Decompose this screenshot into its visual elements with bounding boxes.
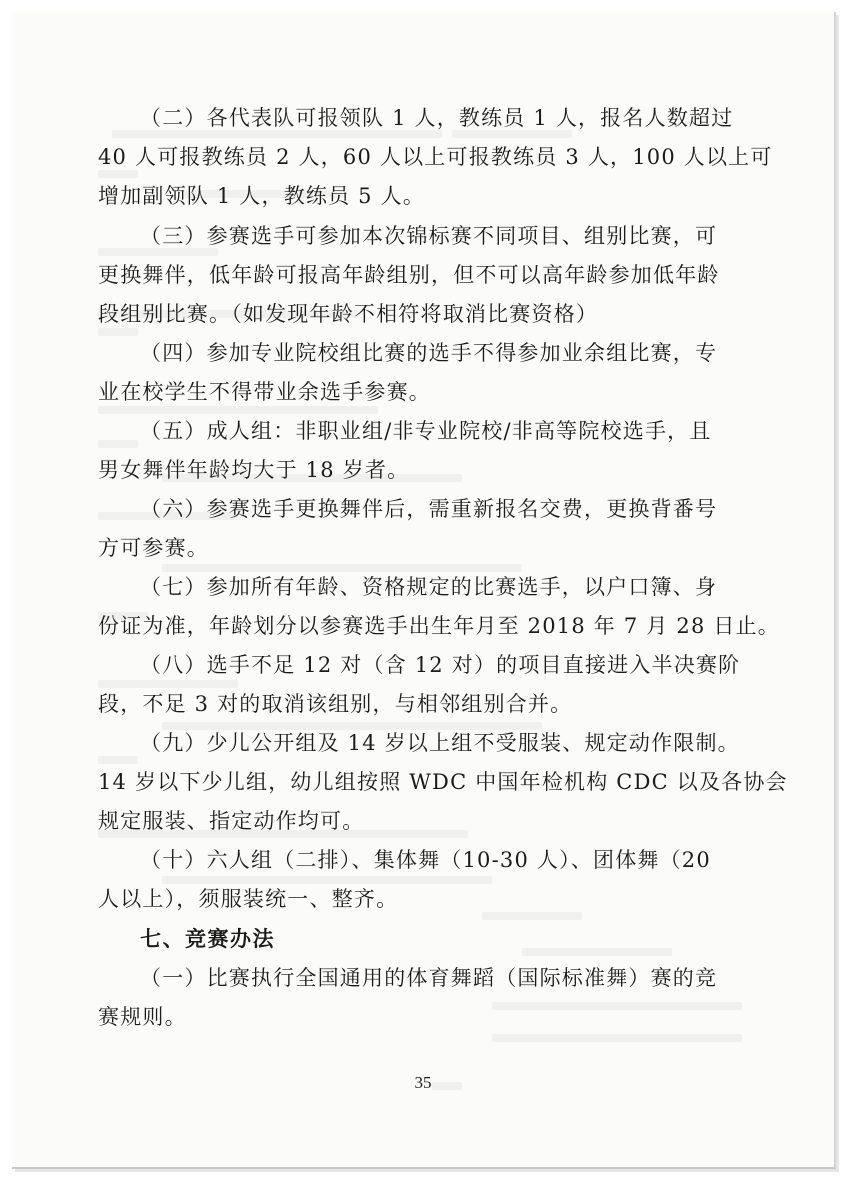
paragraph-7-line-2: 份证为准，年龄划分以参赛选手出生年月至 2018 年 7 月 28 日止。 xyxy=(98,614,780,638)
paragraph-8-line-1: （八）选手不足 12 对（含 12 对）的项目直接进入半决赛阶 xyxy=(140,653,741,677)
paragraph-2-line-2: 40 人可报教练员 2 人，60 人以上可报教练员 3 人，100 人以上可 xyxy=(98,145,773,169)
section-paragraph-line-2: 赛规则。 xyxy=(98,1005,187,1029)
paragraph-2-line-3: 增加副领队 1 人，教练员 5 人。 xyxy=(98,184,426,208)
paragraph-4-line-2: 业在校学生不得带业余选手参赛。 xyxy=(98,380,431,404)
paragraph-7-line-1: （七）参加所有年龄、资格规定的比赛选手，以户口簿、身 xyxy=(140,575,718,599)
page-number: 35 xyxy=(414,1073,432,1092)
paragraph-2-line-1: （二）各代表队可报领队 1 人，教练员 1 人，报名人数超过 xyxy=(140,106,734,130)
paragraph-5-line-2: 男女舞伴年龄均大于 18 岁者。 xyxy=(98,458,410,482)
document-page xyxy=(12,12,836,1169)
paragraph-10-line-1: （十）六人组（二排）、集体舞（10-30 人）、团体舞（20 xyxy=(140,848,711,872)
paragraph-9-line-1: （九）少儿公开组及 14 岁以上组不受服装、规定动作限制。 xyxy=(140,731,740,755)
paragraph-3-line-1: （三）参赛选手可参加本次锦标赛不同项目、组别比赛，可 xyxy=(140,224,718,248)
paragraph-9-line-3: 规定服装、指定动作均可。 xyxy=(98,809,365,833)
paragraph-3-line-2: 更换舞伴，低年龄可报高年龄组别，但不可以高年龄参加低年龄 xyxy=(98,263,720,287)
paragraph-10-line-2: 人以上），须服装统一、整齐。 xyxy=(98,887,399,911)
paragraph-9-line-2: 14 岁以下少儿组，幼儿组按照 WDC 中国年检机构 CDC 以及各协会 xyxy=(98,770,788,794)
paragraph-8-line-2: 段，不足 3 对的取消该组别，与相邻组别合并。 xyxy=(98,692,573,716)
paragraph-6-line-1: （六）参赛选手更换舞伴后，需重新报名交费，更换背番号 xyxy=(140,497,718,521)
paragraph-3-line-3: 段组别比赛。（如发现年龄不相符将取消比赛资格） xyxy=(98,302,599,326)
section-heading: 七、竞赛办法 xyxy=(140,927,275,951)
paragraph-6-line-2: 方可参赛。 xyxy=(98,536,209,560)
document-body xyxy=(12,12,834,1167)
section-paragraph-line-1: （一）比赛执行全国通用的体育舞蹈（国际标准舞）赛的竞 xyxy=(140,966,718,990)
paragraph-5-line-1: （五）成人组：非职业组/非专业院校/非高等院校选手，且 xyxy=(140,419,712,443)
paragraph-4-line-1: （四）参加专业院校组比赛的选手不得参加业余组比赛，专 xyxy=(140,341,718,365)
